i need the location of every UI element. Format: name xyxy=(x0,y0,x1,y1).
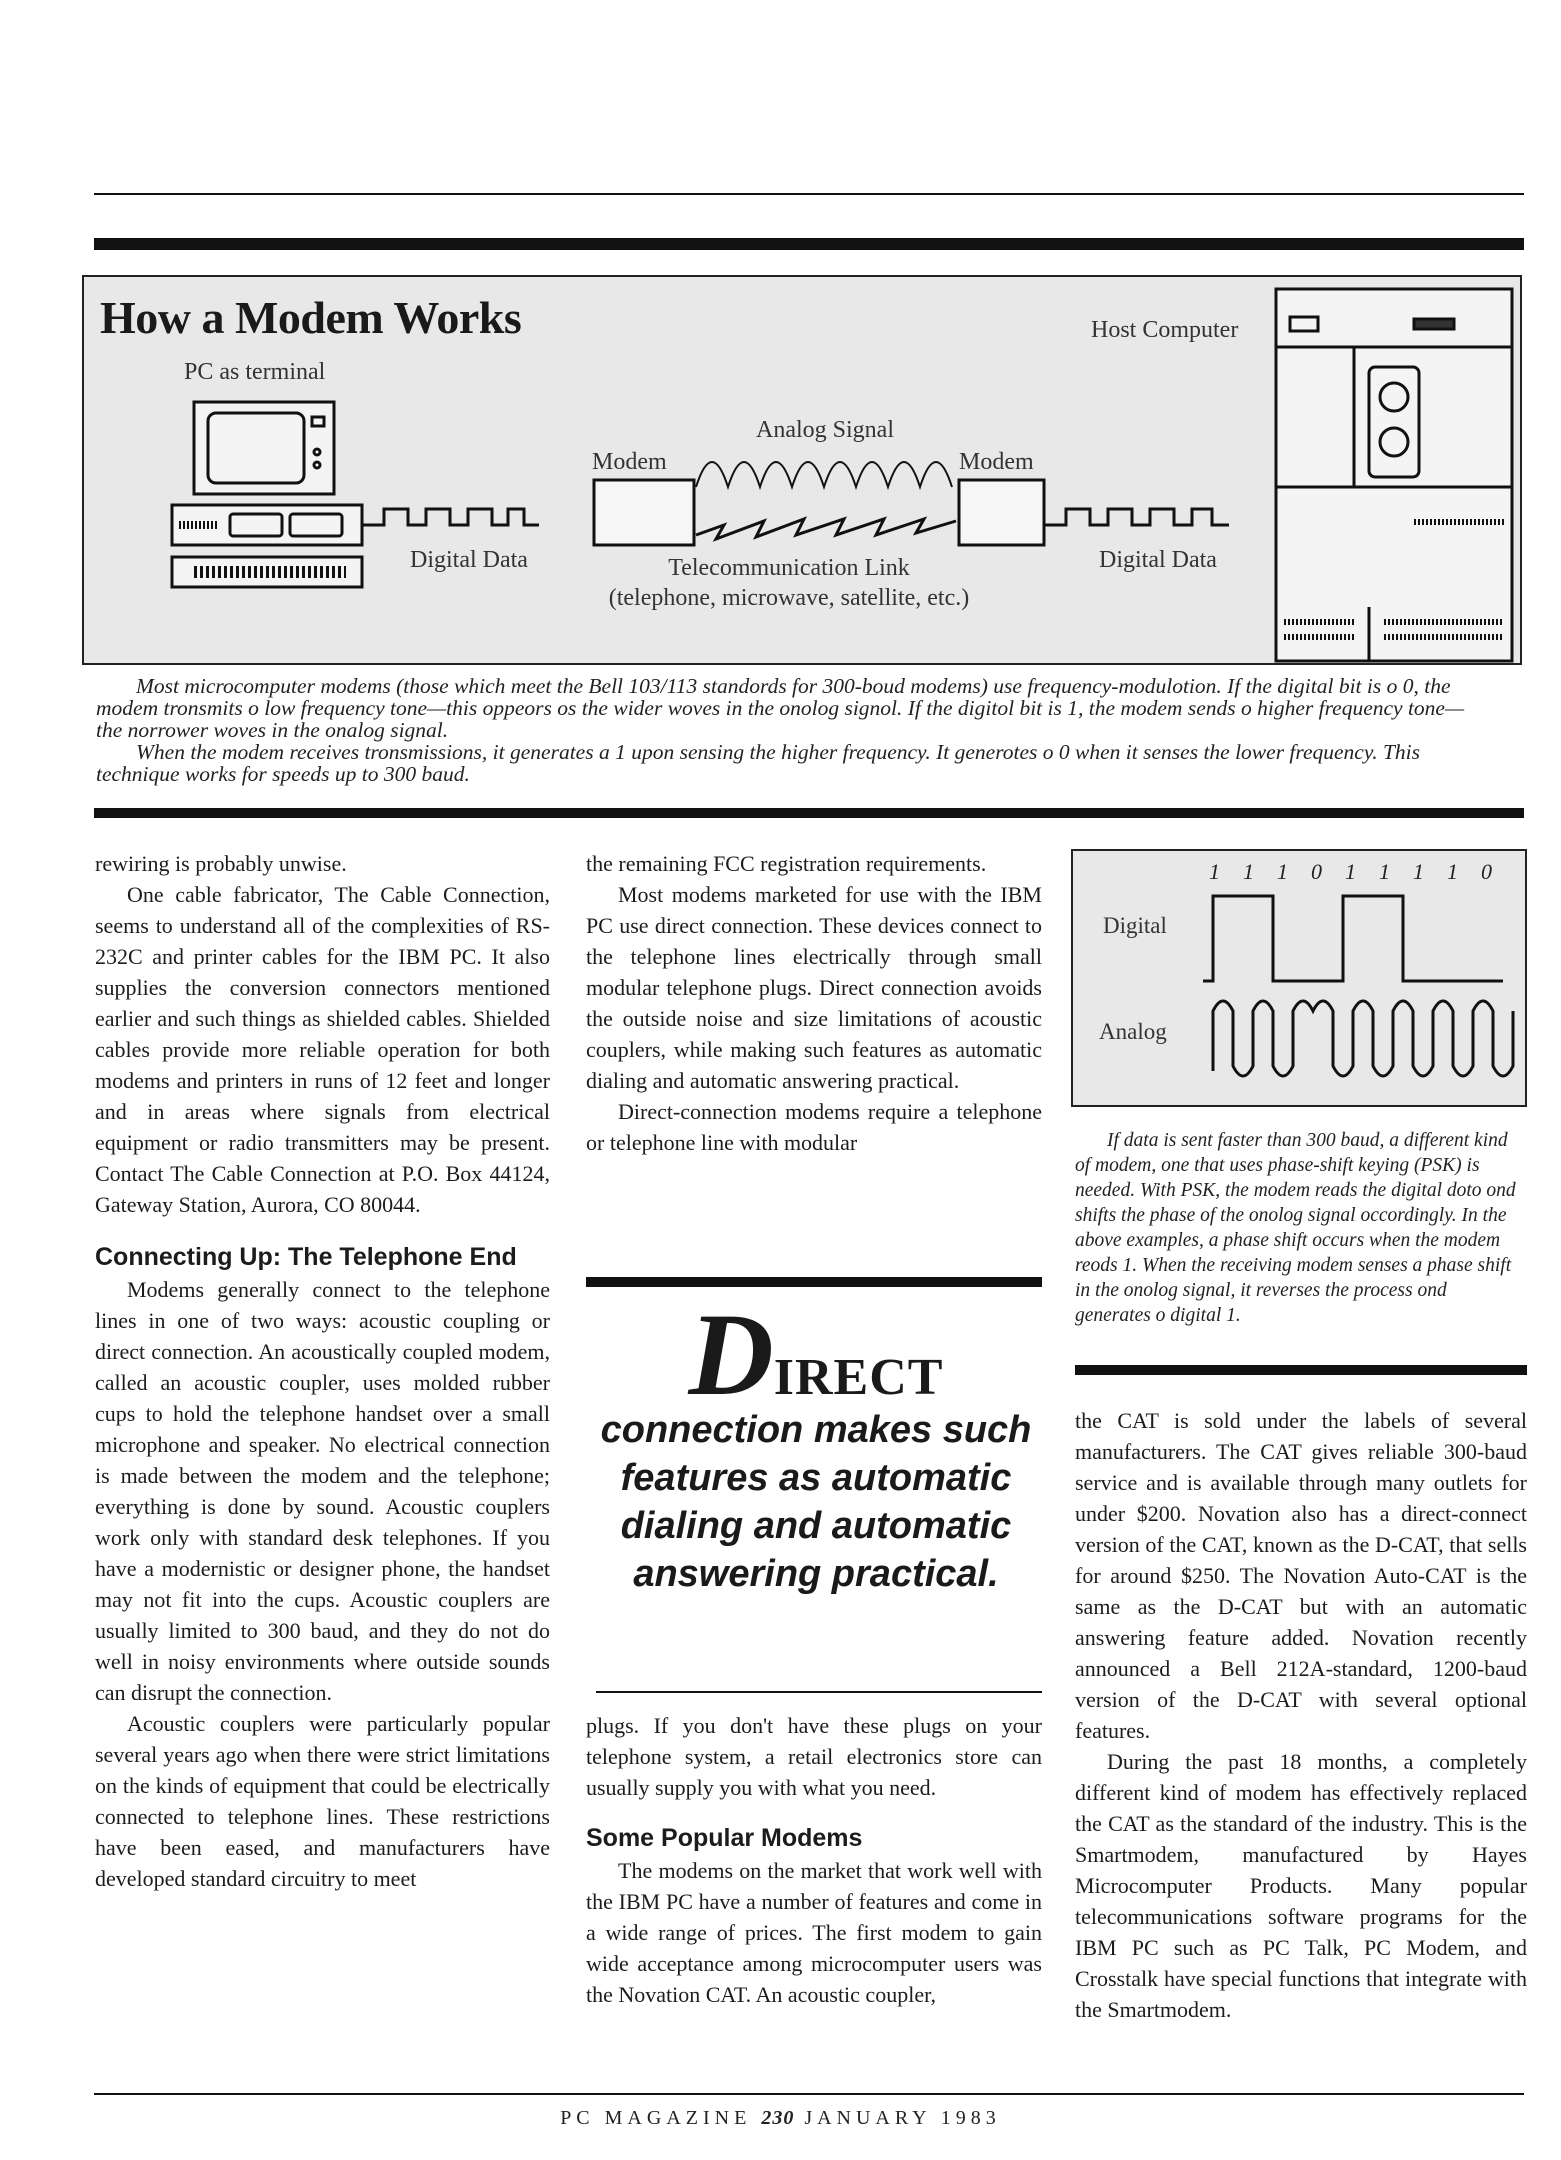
psk-diagram-drawing xyxy=(1073,851,1529,1109)
analog-signal-wave xyxy=(696,462,952,487)
column-right xyxy=(1075,1405,1527,2025)
modem-right-icon xyxy=(959,480,1044,545)
label-modem-right: Modem xyxy=(959,449,1034,475)
label-modem-left: Modem xyxy=(592,449,667,475)
label-digital-data-left: Digital Data xyxy=(410,547,528,573)
figure-title: How a Modem Works xyxy=(100,292,522,343)
bit-label: 0 xyxy=(1481,859,1492,884)
paragraph: During the past 18 months, a completely different kind of modem has effectively replaced the CAT as the standard of the industry. This is the Smartmodem, manufactured by Hayes Microcomputer Products. Many popular telecommunications software programs for the IBM PC such as PC Talk, PC Modem, and Crosstalk have special functions that integrate with the Smartmodem. xyxy=(1075,1749,1527,2022)
page-footer xyxy=(0,2107,1561,2130)
footer-issue-date: JANUARY 1983 xyxy=(804,2107,1001,2129)
psk-label-digital: Digital xyxy=(1103,913,1167,938)
digital-wave-left xyxy=(362,509,539,525)
digital-waveform xyxy=(1203,896,1503,981)
psk-diagram-figure xyxy=(1071,849,1527,1107)
top-thin-rule xyxy=(94,193,1524,195)
pull-quote-text: connection makes such features as automatic dialing and automatic answering practical. xyxy=(600,1409,1032,1595)
bit-label: 1 xyxy=(1447,859,1458,884)
footer-magazine-name: PC MAGAZINE xyxy=(560,2107,752,2129)
section-heading-popular-modems: Some Popular Modems xyxy=(586,1824,863,1852)
modem-left-icon xyxy=(594,480,694,545)
figure-caption-paragraph: Most microcomputer modems (those which meet the Bell 103/113 standords for 300-boud modems) use frequency-modulotion. If the digital bit is o 0, the modem tronsmits o low frequency tone—this oppeors os the wider woves in the onolog signol. If the digitol bit is 1, the modem sends o higher frequency tone—the norrower woves in the onalog signal. xyxy=(96,674,1465,742)
bit-label: 0 xyxy=(1311,859,1322,884)
top-thick-rule xyxy=(94,238,1524,250)
section-heading-telephone-end: Connecting Up: The Telephone End xyxy=(95,1243,517,1271)
bit-label: 1 xyxy=(1345,859,1356,884)
paragraph: The modems on the market that work well with the IBM PC have a number of features and come in a wide range of prices. The first modem to gain wide acceptance among microcomputer users was the Novation CAT. An acoustic coupler, xyxy=(586,1858,1042,2007)
column-middle-bottom xyxy=(586,1710,1042,2010)
paragraph: Most modems marketed for use with the IBM PC use direct connection. These devices connect to the telephone lines electrically through small modular telephone plugs. Direct connection avoids the outside noise and size limitations of acoustic couplers, while making such features as automatic dialing and automatic answering practical. xyxy=(586,882,1042,1093)
digital-wave-right xyxy=(1044,509,1229,525)
paragraph: plugs. If you don't have these plugs on your telephone system, a retail electronics store can usually supply you with what you need. xyxy=(586,1713,1042,1800)
figure-caption-paragraph: When the modem receives tronsmissions, it generates a 1 upon sensing the higher frequency. It generotes o 0 when it senses the lower frequency. This technique works for speeds up to 300 baud. xyxy=(96,740,1421,786)
column-middle-top xyxy=(586,848,1042,1158)
bit-label: 1 xyxy=(1243,859,1254,884)
paragraph: the CAT is sold under the labels of several manufacturers. The CAT gives reliable 300-baud service and is available through many outlets for under $200. Novation also has a direct-connect version of the CAT, known as the D-CAT, that sells for around $250. The Novation Auto-CAT is the same as the D-CAT but with an automatic answering feature added. Novation recently announced a Bell 212A-standard, 1200-baud version of the D-CAT with several optional features. xyxy=(1075,1408,1527,1743)
pc-keyboard-icon xyxy=(172,557,362,587)
bit-label: 1 xyxy=(1413,859,1424,884)
paragraph: Modems generally connect to the telephone lines in one of two ways: acoustic coupling or direct connection. An acoustically coupled modem, called an acoustic coupler, uses molded rubber cups to hold the telephone handset over a small microphone and speaker. No electrical connection is made between the modem and the telephone; everything is done by sound. Acoustic couplers work only with standard desk telephones. If you have a modernistic or designer phone, the handset may not fit into the cups. Acoustic couplers are usually limited to 300 baud, and they do not do well in noisy environments where outside sounds can disrupt the connection. xyxy=(95,1277,550,1705)
psk-label-analog: Analog xyxy=(1099,1019,1167,1044)
label-telecom-link-examples: (telephone, microwave, satellite, etc.) xyxy=(608,585,970,611)
pull-quote-drop-cap: D xyxy=(688,1289,774,1420)
pull-quote-first-word: IRECT xyxy=(773,1349,944,1406)
label-pc-as-terminal: PC as terminal xyxy=(184,359,326,385)
footer-page-number: 230 xyxy=(761,2107,795,2129)
paragraph: the remaining FCC registration requirements. xyxy=(586,851,987,876)
bit-label: 1 xyxy=(1209,859,1220,884)
analog-waveform xyxy=(1213,1001,1513,1076)
paragraph: Direct-connection modems require a telephone or telephone line with modular xyxy=(586,1099,1042,1155)
pull-quote-top-rule xyxy=(586,1277,1042,1287)
paragraph: One cable fabricator, The Cable Connection, seems to understand all of the complexities of RS-232C and printer cables for the IBM PC. It also supplies the conversion connectors mentioned earlier and such things as shielded cables. Shielded cables provide more reliable operation for both modems and printers in runs of 12 feet and longer and in areas where signals from electrical equipment or radio transmitters may be present. Contact The Cable Connection at P.O. Box 44124, Gateway Station, Aurora, CO 80044. xyxy=(95,882,550,1217)
label-digital-data-right: Digital Data xyxy=(1099,547,1217,573)
bit-label: 1 xyxy=(1277,859,1288,884)
pull-quote-bottom-rule xyxy=(596,1691,1042,1693)
footer-rule xyxy=(94,2093,1524,2095)
sidebar-bottom-rule xyxy=(1075,1365,1527,1375)
modem-diagram-figure xyxy=(82,275,1522,665)
pc-monitor-icon xyxy=(194,402,334,494)
caption-bottom-rule xyxy=(94,808,1524,818)
label-telecom-link: Telecommunication Link xyxy=(668,555,910,581)
column-left xyxy=(95,848,550,1894)
psk-caption xyxy=(1075,1128,1527,1328)
paragraph: Acoustic couplers were particularly popular several years ago when there were strict limitations on the kinds of equipment that could be electrically connected to telephone lines. These restrictions have been eased, and manufacturers have developed standard circuitry to meet xyxy=(95,1711,550,1891)
pull-quote xyxy=(590,1289,1042,1598)
label-host-computer: Host Computer xyxy=(1091,317,1239,343)
figure-caption xyxy=(96,675,1476,785)
host-computer-icon xyxy=(1276,289,1512,661)
psk-caption-paragraph: If data is sent faster than 300 baud, a different kind of modem, one that uses phase-shift keying (PSK) is needed. With PSK, the modem reads the digital doto ond shifts the phase of the onolog signal occordingly. In the above examples, a phase shift occurs when the modem reods 1. When the receiving modem senses a phase shift in the onolog signal, it reverses the process ond generates o digital 1. xyxy=(1075,1130,1516,1326)
telecom-link-zigzag xyxy=(696,519,956,539)
label-analog-signal: Analog Signal xyxy=(756,417,894,443)
paragraph: rewiring is probably unwise. xyxy=(95,851,347,876)
pc-system-unit-icon xyxy=(172,505,362,545)
bit-label: 1 xyxy=(1379,859,1390,884)
